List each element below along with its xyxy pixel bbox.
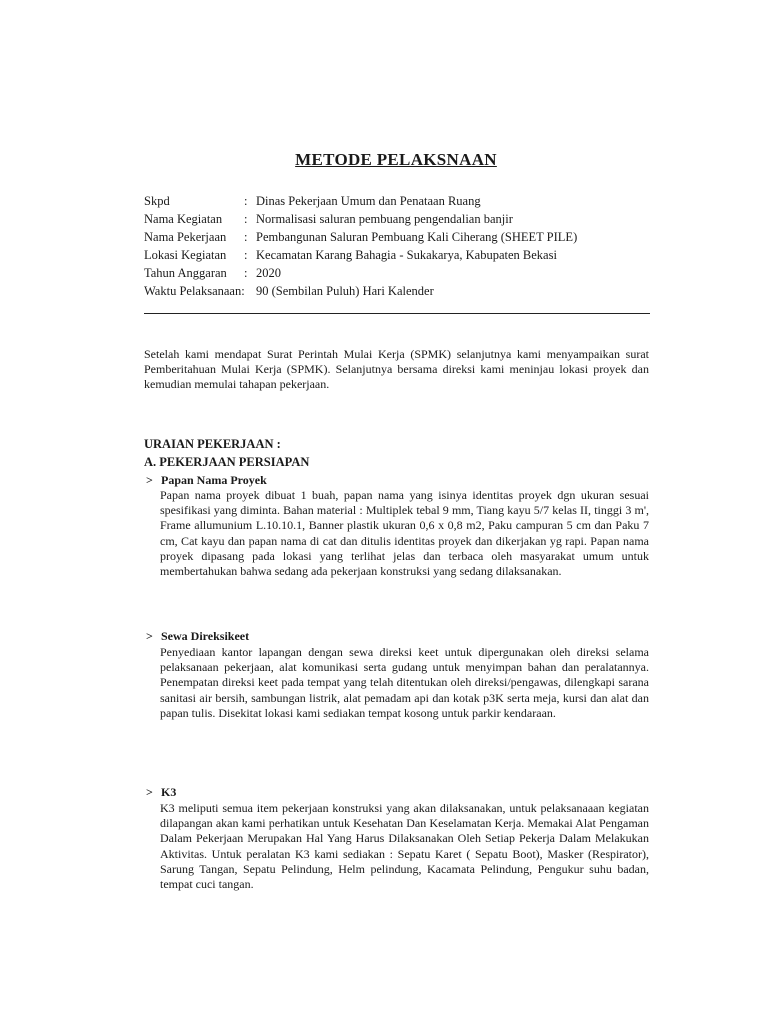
section-a-heading: A. PEKERJAAN PERSIAPAN <box>144 455 310 469</box>
item-body-k3: K3 meliputi semua item pekerjaan konstruksi yang akan dilaksanakan, untuk pelaksanaaan kegiatan dilapangan akan kami perhatikan untuk Kesehatan Dan Keselamatan Kerja. Memakai Alat Pengaman Dalam Pekerjaan Merupakan Hal Yang Harus Dilaksanakan Oleh Setiap Pekerja Dalam Melakukan Aktivitas. Untuk peralatan K3 kami sediakan : Sepatu Karet ( Sepatu Boot), Masker (Respirator), Sarung Tangan, Sepatu Pelindung, Helm pelindung, Kacamata Pelindung, Pengukur suhu badan, tempat cuci tangan. <box>160 801 649 892</box>
item-heading-k3 <box>146 784 176 800</box>
info-colon: : <box>244 230 248 244</box>
horizontal-divider <box>144 313 650 314</box>
info-row-lokasi-kegiatan <box>144 246 664 264</box>
info-label: Waktu Pelaksanaan: <box>144 284 245 298</box>
item-heading-sewa-direksikeet <box>146 628 249 644</box>
item-body-papan-nama-proyek: Papan nama proyek dibuat 1 buah, papan nama yang isinya identitas proyek dgn ukuran sesuai spesifikasi yang diminta. Bahan material : Multiplek tebal 9 mm, Tiang kayu 5/7 kelas II, tinggi 3 m', Frame allumunium L.10.10.1, Banner plastik ukuran 0,6 x 0,8 m2, Paku campuran 5 cm dan Paku 7 cm, Cat kayu dan papan nama di cat dan ditulis identitas proyek dan dikerjakan yg rapi. Papan nama proyek dipasang pada lokasi yang terlihat jelas dan terbaca oleh masyarakat umum untuk membertahukan bahwa sedang ada pekerjaan konstruksi yang sedang dilaksanakan. <box>160 488 649 579</box>
info-value: Pembangunan Saluran Pembuang Kali Ciherang (SHEET PILE) <box>256 230 578 244</box>
item-title: Papan Nama Proyek <box>161 473 267 487</box>
item-title: K3 <box>161 785 177 799</box>
uraian-pekerjaan-heading: URAIAN PEKERJAAN : <box>144 437 281 451</box>
chevron-right-icon: > <box>146 785 153 799</box>
info-row-tahun-anggaran <box>144 264 664 282</box>
info-value: Dinas Pekerjaan Umum dan Penataan Ruang <box>256 194 481 208</box>
document-title: METODE PELAKSNAAN <box>295 150 497 169</box>
info-value: Kecamatan Karang Bahagia - Sukakarya, Kabupaten Bekasi <box>256 248 557 262</box>
info-label: Nama Kegiatan <box>144 212 223 226</box>
item-body-sewa-direksikeet: Penyediaan kantor lapangan dengan sewa direksi keet untuk dipergunakan oleh direksi selama pelaksanaan pekerjaan, alat komunikasi serta gudang untuk menyimpan bahan dan peralatannya. Penempatan direksi keet pada tempat yang telah ditentukan oleh direksi/pengawas, dilengkapi sarana sanitasi air bersih, sambungan listrik, alat pemadam api dan kotak p3K serta meja, kursi dan alat dan papan tulis. Disekitat lokasi kami sediakan tempat kosong untuk parkir kendaraan. <box>160 645 649 720</box>
info-colon: : <box>244 212 248 226</box>
chevron-right-icon: > <box>146 473 153 487</box>
info-row-nama-kegiatan <box>144 210 664 228</box>
item-title: Sewa Direksikeet <box>161 629 250 643</box>
chevron-right-icon: > <box>146 629 153 643</box>
info-label: Skpd <box>144 194 170 208</box>
info-label: Lokasi Kegiatan <box>144 248 227 262</box>
item-heading-papan-nama-proyek <box>146 472 267 488</box>
project-info-table <box>144 192 664 300</box>
info-value: 2020 <box>256 266 281 280</box>
info-value: 90 (Sembilan Puluh) Hari Kalender <box>256 284 434 298</box>
info-colon: : <box>244 266 248 280</box>
info-value: Normalisasi saluran pembuang pengendalian banjir <box>256 212 513 226</box>
info-label: Tahun Anggaran <box>144 266 227 280</box>
info-colon: : <box>244 248 248 262</box>
info-colon: : <box>244 194 248 208</box>
info-row-nama-pekerjaan <box>144 228 664 246</box>
intro-paragraph: Setelah kami mendapat Surat Perintah Mulai Kerja (SPMK) selanjutnya kami menyampaikan surat Pemberitahuan Mulai Kerja (SPMK). Selanjutnya bersama direksi kami meninjau lokasi proyek dan kemudian memulai tahapan pekerjaan. <box>144 347 649 391</box>
info-row-waktu-pelaksanaan <box>144 282 664 300</box>
info-label: Nama Pekerjaan <box>144 230 227 244</box>
info-row-skpd <box>144 192 664 210</box>
